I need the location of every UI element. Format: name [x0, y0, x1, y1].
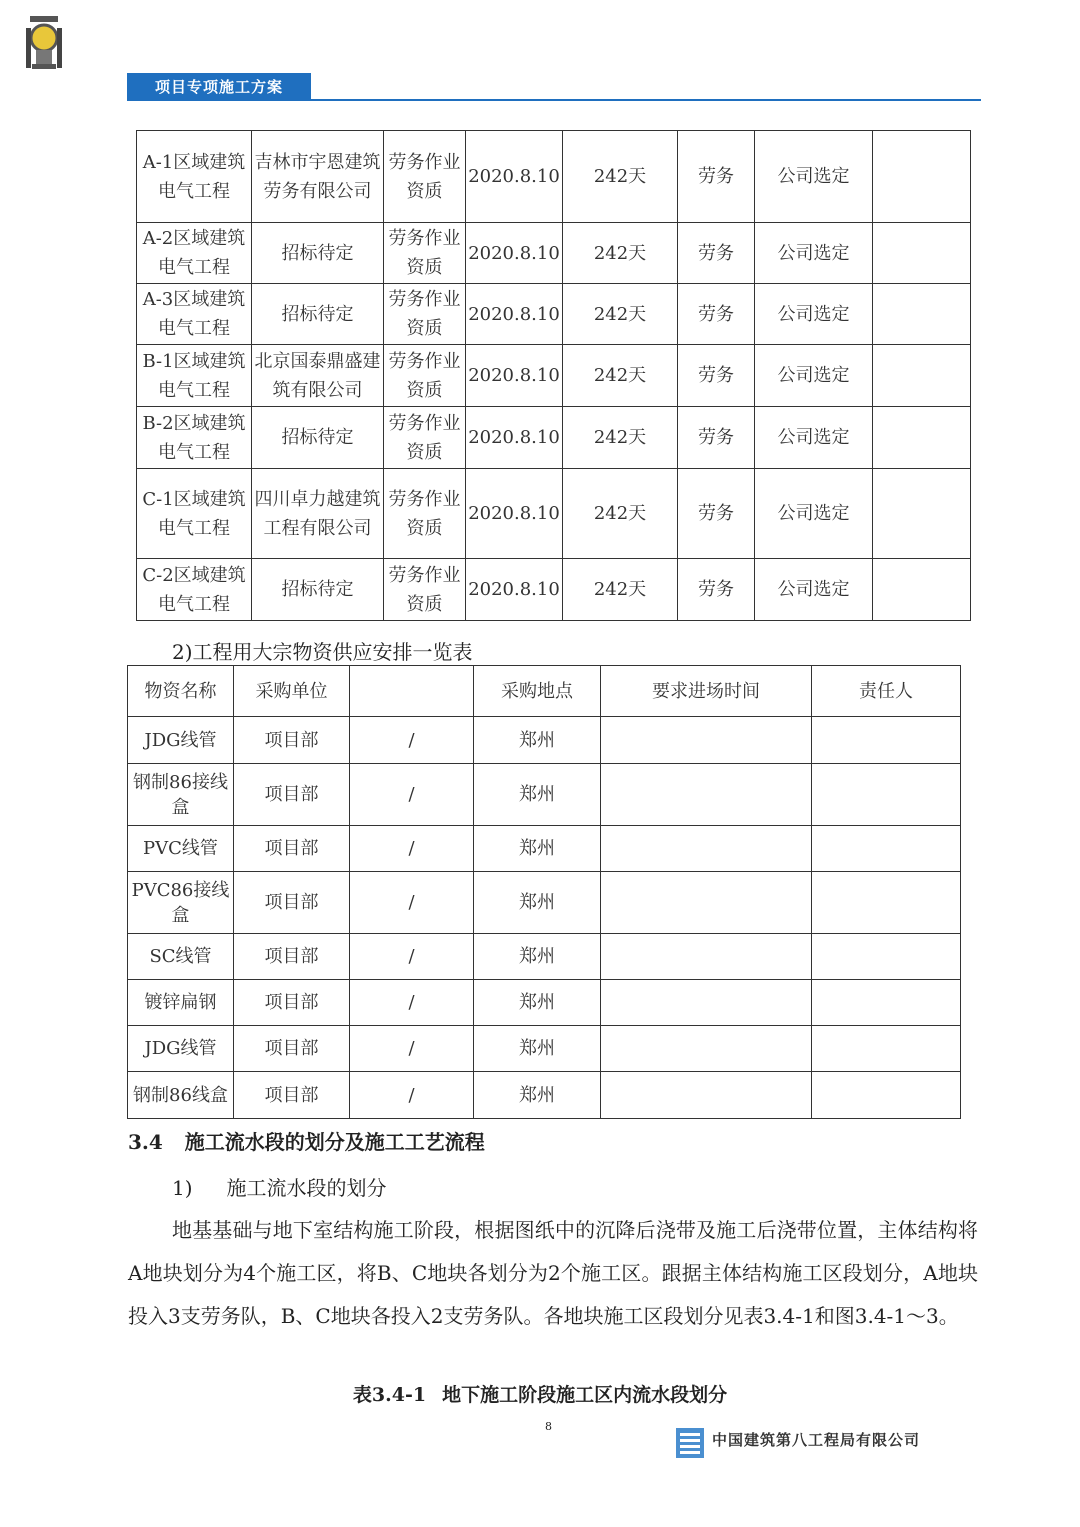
labor-cell-company: 四川卓力越建筑工程有限公司	[252, 469, 384, 559]
materials-cell-time	[601, 1072, 812, 1119]
labor-cell-type: 劳务	[678, 284, 755, 345]
materials-cell-time	[601, 980, 812, 1026]
labor-cell-company: 北京国泰鼎盛建筑有限公司	[252, 345, 384, 407]
materials-table-caption: 2)工程用大宗物资供应安排一览表	[172, 640, 473, 664]
materials-cell-time	[601, 764, 812, 826]
materials-cell-name: PVC线管	[128, 826, 234, 872]
labor-cell-selection: 公司选定	[755, 284, 873, 345]
materials-header-cell: 采购单位	[234, 666, 350, 717]
materials-cell-person	[812, 826, 961, 872]
materials-row	[128, 934, 961, 980]
materials-cell-name: SC线管	[128, 934, 234, 980]
labor-cell-qualification: 劳务作业资质	[384, 345, 466, 407]
labor-cell-selection: 公司选定	[755, 407, 873, 469]
cscec-logo-icon	[676, 1428, 704, 1458]
table-caption	[0, 1380, 1080, 1407]
materials-table	[127, 665, 961, 1119]
materials-cell-name: PVC86接线盒	[128, 872, 234, 934]
section-title: 施工流水段的划分及施工工艺流程	[184, 1130, 485, 1154]
materials-header-cell: 要求进场时间	[601, 666, 812, 717]
materials-header-cell	[350, 666, 474, 717]
labor-cell-duration: 242天	[563, 284, 678, 345]
labor-row	[137, 131, 971, 223]
materials-cell-place: 郑州	[474, 980, 601, 1026]
materials-cell-unit: 项目部	[234, 1026, 350, 1072]
labor-cell-company: 招标待定	[252, 407, 384, 469]
materials-cell-time	[601, 1026, 812, 1072]
materials-cell-unit: 项目部	[234, 1072, 350, 1119]
materials-cell-place: 郑州	[474, 1072, 601, 1119]
labor-cell-remark	[873, 469, 971, 559]
page-number: 8	[545, 1420, 552, 1433]
labor-cell-date: 2020.8.10	[466, 407, 563, 469]
section-number: 3.4	[128, 1130, 163, 1154]
materials-cell-place: 郑州	[474, 764, 601, 826]
materials-cell-person	[812, 872, 961, 934]
labor-cell-work: A-3区域建筑电气工程	[137, 284, 252, 345]
materials-header-cell: 采购地点	[474, 666, 601, 717]
labor-cell-type: 劳务	[678, 223, 755, 284]
materials-cell-name: 镀锌扁钢	[128, 980, 234, 1026]
labor-cell-type: 劳务	[678, 131, 755, 223]
labor-cell-qualification: 劳务作业资质	[384, 223, 466, 284]
labor-cell-type: 劳务	[678, 407, 755, 469]
materials-header-cell: 物资名称	[128, 666, 234, 717]
labor-cell-qualification: 劳务作业资质	[384, 407, 466, 469]
labor-row	[137, 469, 971, 559]
materials-cell-name: 钢制86线盒	[128, 1072, 234, 1119]
labor-cell-work: C-1区域建筑电气工程	[137, 469, 252, 559]
labor-cell-qualification: 劳务作业资质	[384, 284, 466, 345]
labor-cell-date: 2020.8.10	[466, 345, 563, 407]
labor-cell-selection: 公司选定	[755, 469, 873, 559]
labor-cell-remark	[873, 407, 971, 469]
labor-cell-work: B-2区域建筑电气工程	[137, 407, 252, 469]
labor-cell-date: 2020.8.10	[466, 223, 563, 284]
materials-row	[128, 764, 961, 826]
materials-cell-mark: /	[350, 764, 474, 826]
labor-table	[136, 130, 971, 621]
materials-row	[128, 1072, 961, 1119]
labor-cell-duration: 242天	[563, 469, 678, 559]
materials-row	[128, 1026, 961, 1072]
materials-cell-person	[812, 1072, 961, 1119]
materials-cell-unit: 项目部	[234, 764, 350, 826]
labor-cell-selection: 公司选定	[755, 559, 873, 621]
materials-cell-mark: /	[350, 934, 474, 980]
materials-cell-time	[601, 934, 812, 980]
labor-cell-date: 2020.8.10	[466, 559, 563, 621]
materials-cell-place: 郑州	[474, 934, 601, 980]
materials-header-row	[128, 666, 961, 717]
materials-cell-mark: /	[350, 980, 474, 1026]
header-title: 项目专项施工方案	[127, 73, 311, 101]
materials-cell-time	[601, 826, 812, 872]
labor-cell-qualification: 劳务作业资质	[384, 131, 466, 223]
labor-cell-selection: 公司选定	[755, 223, 873, 284]
labor-cell-remark	[873, 345, 971, 407]
materials-cell-name: JDG线管	[128, 717, 234, 764]
materials-cell-person	[812, 1026, 961, 1072]
materials-cell-name: JDG线管	[128, 1026, 234, 1072]
materials-cell-name: 钢制86接线盒	[128, 764, 234, 826]
materials-cell-time	[601, 872, 812, 934]
labor-cell-selection: 公司选定	[755, 131, 873, 223]
table-caption-number: 表3.4-1	[352, 1384, 427, 1406]
materials-cell-place: 郑州	[474, 1026, 601, 1072]
materials-row	[128, 826, 961, 872]
labor-cell-duration: 242天	[563, 345, 678, 407]
labor-cell-date: 2020.8.10	[466, 131, 563, 223]
materials-cell-mark: /	[350, 872, 474, 934]
labor-cell-company: 招标待定	[252, 223, 384, 284]
materials-cell-place: 郑州	[474, 717, 601, 764]
labor-cell-type: 劳务	[678, 345, 755, 407]
labor-cell-duration: 242天	[563, 407, 678, 469]
materials-cell-person	[812, 934, 961, 980]
company-emblem-icon	[22, 14, 66, 72]
body-paragraph: 地基基础与地下室结构施工阶段，根据图纸中的沉降后浇带及施工后浇带位置，主体结构将A地块划分为4个施工区，将B、C地块各划分为2个施工区。跟据主体结构施工区段划分，A地块投入3支劳务队，B、C地块各投入2支劳务队。各地块施工区段划分见表3.4-1和图3.4-1～3。	[128, 1218, 978, 1328]
materials-cell-unit: 项目部	[234, 826, 350, 872]
section-heading	[128, 1126, 485, 1155]
labor-cell-remark	[873, 284, 971, 345]
labor-cell-company: 吉林市宇恩建筑劳务有限公司	[252, 131, 384, 223]
labor-cell-work: C-2区域建筑电气工程	[137, 559, 252, 621]
materials-row	[128, 717, 961, 764]
labor-cell-company: 招标待定	[252, 284, 384, 345]
labor-cell-qualification: 劳务作业资质	[384, 469, 466, 559]
sub-title: 施工流水段的划分	[226, 1176, 387, 1200]
labor-row	[137, 559, 971, 621]
materials-cell-mark: /	[350, 1072, 474, 1119]
labor-cell-duration: 242天	[563, 131, 678, 223]
labor-cell-date: 2020.8.10	[466, 469, 563, 559]
materials-cell-mark: /	[350, 1026, 474, 1072]
header-divider	[127, 99, 981, 101]
materials-cell-place: 郑州	[474, 826, 601, 872]
materials-cell-unit: 项目部	[234, 934, 350, 980]
materials-cell-mark: /	[350, 826, 474, 872]
materials-cell-person	[812, 764, 961, 826]
materials-cell-person	[812, 980, 961, 1026]
labor-cell-duration: 242天	[563, 223, 678, 284]
materials-cell-place: 郑州	[474, 872, 601, 934]
labor-cell-work: A-2区域建筑电气工程	[137, 223, 252, 284]
labor-cell-qualification: 劳务作业资质	[384, 559, 466, 621]
labor-cell-remark	[873, 131, 971, 223]
labor-cell-date: 2020.8.10	[466, 284, 563, 345]
labor-cell-selection: 公司选定	[755, 345, 873, 407]
labor-row	[137, 345, 971, 407]
materials-cell-unit: 项目部	[234, 717, 350, 764]
labor-cell-work: B-1区域建筑电气工程	[137, 345, 252, 407]
materials-cell-unit: 项目部	[234, 980, 350, 1026]
footer-company-name: 中国建筑第八工程局有限公司	[712, 1431, 921, 1449]
labor-row	[137, 223, 971, 284]
materials-row	[128, 872, 961, 934]
labor-cell-remark	[873, 559, 971, 621]
materials-cell-time	[601, 717, 812, 764]
sub-heading	[172, 1172, 387, 1201]
materials-header-cell: 责任人	[812, 666, 961, 717]
materials-cell-mark: /	[350, 717, 474, 764]
table-caption-title: 地下施工阶段施工区内流水段划分	[442, 1384, 728, 1406]
labor-cell-duration: 242天	[563, 559, 678, 621]
labor-cell-type: 劳务	[678, 559, 755, 621]
materials-cell-unit: 项目部	[234, 872, 350, 934]
sub-number: 1)	[172, 1176, 193, 1200]
labor-row	[137, 284, 971, 345]
materials-row	[128, 980, 961, 1026]
materials-cell-person	[812, 717, 961, 764]
labor-cell-remark	[873, 223, 971, 284]
labor-cell-company: 招标待定	[252, 559, 384, 621]
labor-row	[137, 407, 971, 469]
labor-cell-type: 劳务	[678, 469, 755, 559]
labor-cell-work: A-1区域建筑电气工程	[137, 131, 252, 223]
